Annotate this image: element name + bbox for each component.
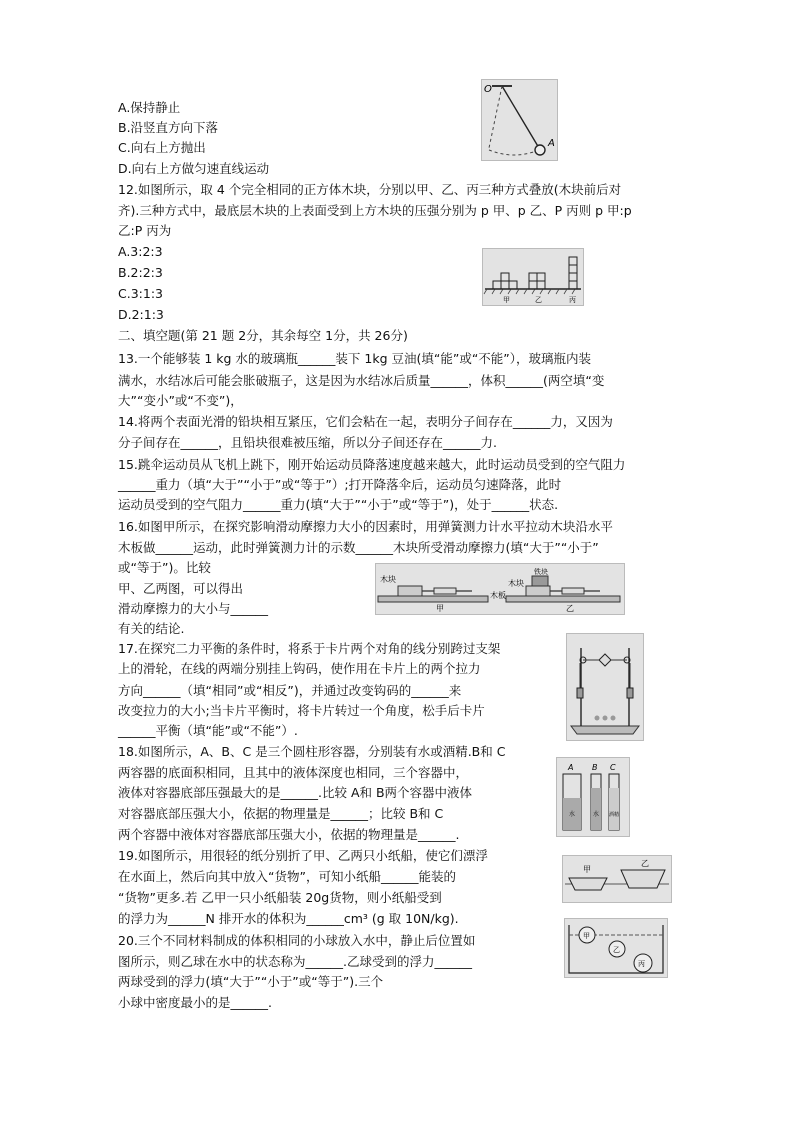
- container-a-liquid: 水: [569, 811, 576, 818]
- stacked-blocks-figure: [482, 248, 584, 306]
- q12-option-a: A.3:2:3: [118, 244, 163, 259]
- q20-line-3: 两球受到的浮力(填“大于”“小于”或“等于”).三个: [118, 974, 384, 989]
- q17-line-5: ______平衡（填“能”或“不能”）.: [118, 723, 298, 738]
- container-b-label: B: [592, 763, 598, 772]
- q19-line-4: 的浮力为______N 排开水的体积为______cm³ (g 取 10N/kg).: [118, 911, 459, 926]
- floating-balls-figure: [564, 918, 668, 978]
- setup-label-jia: 甲: [436, 604, 444, 613]
- wood-board-label: 木板: [490, 591, 506, 600]
- iron-block-label: 铁块: [534, 568, 548, 576]
- q14-line-1: 14.将两个表面光滑的铅块相互紧压，它们会粘在一起，表明分子间存在______力，又因为: [118, 414, 613, 429]
- block-label-yi: 乙: [535, 296, 542, 304]
- setup-label-yi: 乙: [566, 604, 574, 613]
- q12-stem-line-1: 12.如图所示，取 4 个完全相同的正方体木块，分别以甲、乙、丙三种方式叠放(木块前后对: [118, 182, 622, 197]
- q13-line-1: 13.一个能够装 1 kg 水的玻璃瓶______装下 1kg 豆油(填“能”或“不能”），玻璃瓶内装: [118, 351, 592, 366]
- container-a-label: A: [568, 763, 574, 772]
- section-2-heading: 二、填空题(第 21 题 2分，其余每空 1分，共 26分): [118, 328, 408, 343]
- q18-line-3: 液体对容器底部压强最大的是______.比较 A和 B两个容器中液体: [118, 785, 473, 800]
- q12-option-b: B.2:2:3: [118, 265, 163, 280]
- ball-label-bing: 丙: [638, 960, 645, 968]
- wood-block-label-2: 木块: [508, 579, 524, 588]
- q18-line-1: 18.如图所示，A、B、C 是三个圆柱形容器，分别装有水或酒精.B和 C: [118, 744, 506, 759]
- q17-line-2: 上的滑轮，在线的两端分别挂上钩码，使作用在卡片上的两个拉力: [118, 661, 481, 676]
- q15-line-1: 15.跳伞运动员从飞机上跳下，刚开始运动员降落速度越来越大，此时运动员受到的空气阻力: [118, 457, 626, 472]
- q18-line-4: 对容器底部压强大小，依据的物理量是______；比较 B和 C: [118, 806, 444, 821]
- q19-line-1: 19.如图所示，用很轻的纸分别折了甲、乙两只小纸船，使它们漂浮: [118, 848, 488, 863]
- q12-option-d: D.2:1:3: [118, 307, 164, 322]
- point-a-label: A: [548, 138, 555, 149]
- q16-line-6: 有关的结论.: [118, 621, 185, 636]
- container-c-label: C: [610, 763, 616, 772]
- q16-line-1: 16.如图甲所示，在探究影响滑动摩擦力大小的因素时，用弹簧测力计水平拉动木块沿水平: [118, 519, 613, 534]
- q17-line-1: 17.在探究二力平衡的条件时，将系于卡片两个对角的线分别跨过支架: [118, 641, 501, 656]
- q20-line-4: 小球中密度最小的是______.: [118, 995, 272, 1010]
- q16-line-2: 木板做______运动，此时弹簧测力计的示数______木块所受滑动摩擦力(填“大于”“小于”: [118, 540, 599, 555]
- q17-line-3: 方向______（填“相同”或“相反”)，并通过改变钩码的______来: [118, 683, 462, 698]
- q12-stem-line-2: 齐).三种方式中，最底层木块的上表面受到上方木块的压强分别为 p 甲、p 乙、P 丙则 p 甲:p: [118, 203, 632, 218]
- q18-line-5: 两个容器中液体对容器底部压强大小，依据的物理量是______.: [118, 827, 460, 842]
- q18-line-2: 两容器的底面积相同，且其中的液体深度也相同，三个容器中，: [118, 765, 469, 780]
- point-o-label: O: [484, 84, 492, 95]
- q17-line-4: 改变拉力的大小;当卡片平衡时，将卡片转过一个角度，松手后卡片: [118, 703, 485, 718]
- q15-line-2: ______重力（填“大于”“小于”或“等于”）;打开降落伞后，运动员匀速降落，此时: [118, 477, 562, 492]
- q16-line-3: 或“等于”)。比较: [118, 560, 211, 575]
- q14-line-2: 分子间存在______，且铅块很难被压缩，所以分子间还存在______力.: [118, 435, 497, 450]
- block-label-bing: 丙: [569, 296, 576, 304]
- q15-line-3: 运动员受到的空气阻力______重力(填“大于”“小于”或“等于”)，处于______状态.: [118, 497, 559, 512]
- boat-label-jia: 甲: [583, 865, 591, 874]
- q16-line-5: 滑动摩擦力的大小与______: [118, 601, 269, 616]
- q16-line-4: 甲、乙两图，可以得出: [118, 581, 244, 596]
- q11-option-b: B.沿竖直方向下落: [118, 120, 219, 135]
- ball-label-jia: 甲: [583, 932, 590, 940]
- paper-boats-figure: [562, 855, 672, 903]
- friction-figure: [375, 563, 625, 615]
- q20-line-1: 20.三个不同材料制成的体积相同的小球放入水中，静止后位置如: [118, 933, 476, 948]
- container-c-liquid: 酒精: [609, 812, 620, 818]
- pendulum-figure: [481, 79, 558, 161]
- q12-stem-line-3: 乙:P 丙为: [118, 223, 172, 238]
- boat-label-yi: 乙: [641, 859, 649, 868]
- q11-option-c: C.向右上方抛出: [118, 140, 206, 155]
- q12-option-c: C.3:1:3: [118, 286, 163, 301]
- q20-line-2: 图所示，则乙球在水中的状态称为______.乙球受到的浮力______: [118, 954, 472, 969]
- q19-line-3: “货物”更多.若 乙甲一只小纸船装 20g货物，则小纸船受到: [118, 890, 442, 905]
- q13-line-2: 满水，水结冰后可能会胀破瓶子，这是因为水结冰后质量______，体积______(两空填“变: [118, 373, 605, 388]
- wood-block-label-1: 木块: [380, 575, 396, 584]
- container-b-liquid: 水: [593, 811, 600, 818]
- q11-option-d: D.向右上方做匀速直线运动: [118, 161, 270, 176]
- containers-figure: [556, 757, 630, 837]
- q19-line-2: 在水面上，然后向其中放入“货物”，可知小纸船______能装的: [118, 869, 456, 884]
- block-label-jia: 甲: [503, 296, 510, 304]
- card-balance-figure: [566, 633, 644, 741]
- ball-label-yi: 乙: [613, 946, 620, 954]
- q13-line-3: 大”“变小”或“不变”)，: [118, 393, 243, 408]
- q11-option-a: A.保持静止: [118, 100, 181, 115]
